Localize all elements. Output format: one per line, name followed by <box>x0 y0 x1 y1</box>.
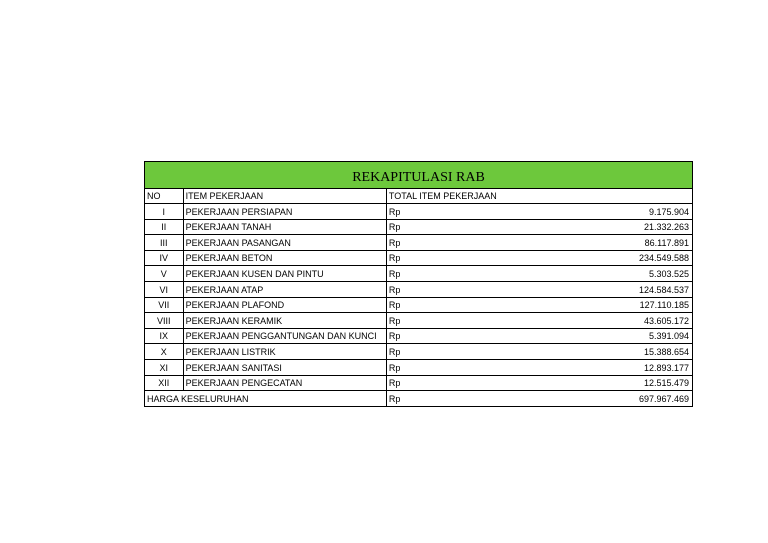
row-currency: Rp <box>386 313 522 329</box>
row-no: I <box>145 204 183 220</box>
row-value: 43.605.172 <box>523 313 692 329</box>
row-currency: Rp <box>386 266 522 282</box>
table-row <box>145 344 692 360</box>
row-value: 234.549.588 <box>523 250 692 266</box>
total-label: HARGA KESELURUHAN <box>147 393 249 404</box>
row-item: PEKERJAAN BETON <box>183 250 386 266</box>
row-no: VI <box>145 281 183 297</box>
table-row <box>145 204 692 220</box>
row-item: PEKERJAAN TANAH <box>183 219 386 235</box>
row-item: PEKERJAAN LISTRIK <box>183 344 386 360</box>
table-row <box>145 313 692 329</box>
table-row <box>145 235 692 251</box>
row-item: PEKERJAAN ATAP <box>183 281 386 297</box>
row-value: 124.584.537 <box>523 281 692 297</box>
row-item: PEKERJAAN PERSIAPAN <box>183 204 386 220</box>
row-currency: Rp <box>386 375 522 391</box>
row-no: XI <box>145 359 183 375</box>
row-item: PEKERJAAN PENGECATAN <box>183 375 386 391</box>
table-row <box>145 328 692 344</box>
table-row <box>145 266 692 282</box>
row-value: 127.110.185 <box>523 297 692 313</box>
total-row <box>145 391 692 406</box>
row-no: X <box>145 344 183 360</box>
row-item: PEKERJAAN KERAMIK <box>183 313 386 329</box>
table-row <box>145 375 692 391</box>
row-currency: Rp <box>386 250 522 266</box>
rab-summary-table <box>144 161 693 407</box>
row-item: PEKERJAAN PLAFOND <box>183 297 386 313</box>
row-item: PEKERJAAN PENGGANTUNGAN DAN KUNCI <box>183 328 386 344</box>
table-row <box>145 359 692 375</box>
total-value: 697.967.469 <box>638 393 689 404</box>
row-item: PEKERJAAN PASANGAN <box>183 235 386 251</box>
row-item: PEKERJAAN KUSEN DAN PINTU <box>183 266 386 282</box>
row-currency: Rp <box>386 359 522 375</box>
row-no: XII <box>145 375 183 391</box>
total-currency: Rp <box>386 391 522 406</box>
row-item: PEKERJAAN SANITASI <box>183 359 386 375</box>
row-currency: Rp <box>386 204 522 220</box>
table-header-row <box>145 189 692 204</box>
table-row <box>145 297 692 313</box>
row-value: 21.332.263 <box>523 219 692 235</box>
row-no: III <box>145 235 183 251</box>
header-total: TOTAL ITEM PEKERJAAN <box>386 189 692 204</box>
row-value: 12.515.479 <box>523 375 692 391</box>
row-value: 12.893.177 <box>523 359 692 375</box>
row-no: IV <box>145 250 183 266</box>
row-value: 5.303.525 <box>523 266 692 282</box>
header-item: ITEM PEKERJAAN <box>183 189 386 204</box>
row-value: 86.117.891 <box>523 235 692 251</box>
row-currency: Rp <box>386 297 522 313</box>
table-title: REKAPITULASI RAB <box>145 162 692 189</box>
row-no: V <box>145 266 183 282</box>
row-no: VIII <box>145 313 183 329</box>
header-no: NO <box>145 189 183 204</box>
table-row <box>145 250 692 266</box>
row-value: 15.388.654 <box>523 344 692 360</box>
row-currency: Rp <box>386 281 522 297</box>
row-value: 9.175.904 <box>523 204 692 220</box>
rab-table <box>145 189 692 406</box>
row-value: 5.391.094 <box>523 328 692 344</box>
row-no: II <box>145 219 183 235</box>
row-currency: Rp <box>386 219 522 235</box>
row-currency: Rp <box>386 344 522 360</box>
row-no: VII <box>145 297 183 313</box>
table-row <box>145 219 692 235</box>
row-currency: Rp <box>386 235 522 251</box>
table-row <box>145 281 692 297</box>
table-body <box>145 189 692 406</box>
row-currency: Rp <box>386 328 522 344</box>
row-no: IX <box>145 328 183 344</box>
